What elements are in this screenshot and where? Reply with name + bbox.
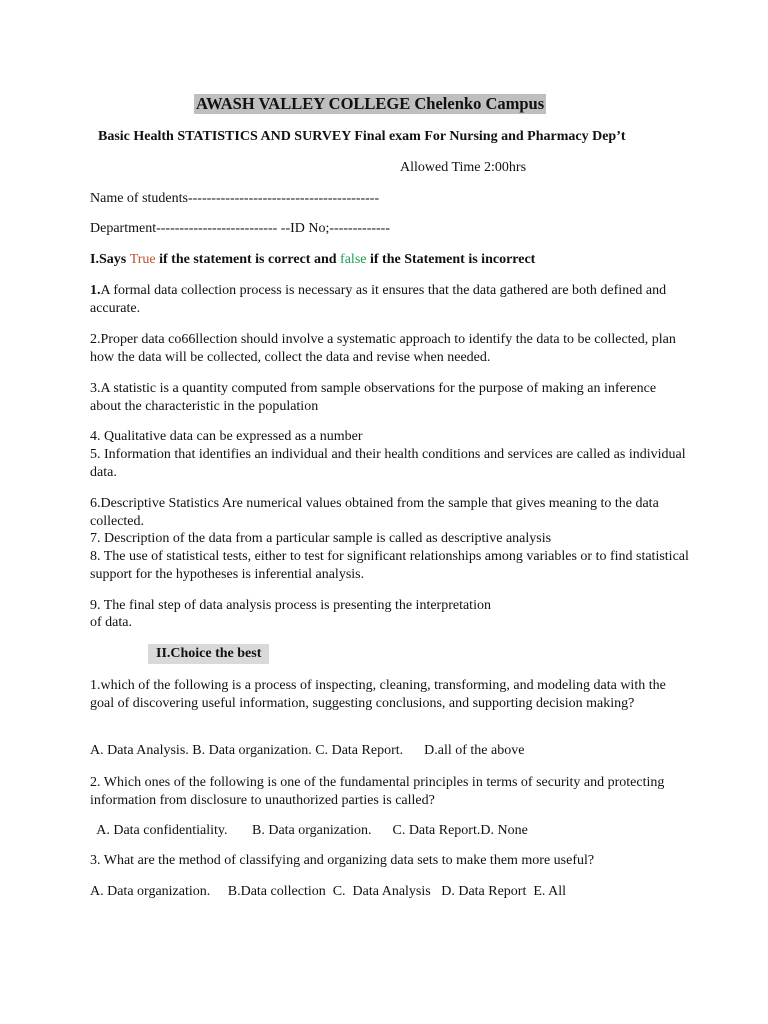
exam-subtitle: Basic Health STATISTICS AND SURVEY Final exam For Nursing and Pharmacy Dep’t <box>98 129 626 144</box>
question-1-9-line-2: of data. <box>90 615 132 630</box>
question-2-2: 2. Which ones of the following is one of the fundamental principles in terms of security and protecting information from disclosure to unauthorized parties is called? <box>90 775 665 808</box>
section-1-prefix: I.Says <box>90 252 130 267</box>
student-name-field: Name of students----------------------------------------- <box>90 191 380 206</box>
question-1-1 <box>90 282 690 317</box>
section-1-suffix: if the Statement is incorrect <box>366 252 536 267</box>
section-1-heading <box>90 251 535 268</box>
question-1-2: 2.Proper data co66llection should involve a systematic approach to identify the data to be collected, plan how the data will be collected, collect the data and revise when needed. <box>90 332 676 365</box>
section-2-heading: II.Choice the best <box>148 644 269 664</box>
question-1-7: 7. Description of the data from a particular sample is called as descriptive analysis <box>90 531 552 546</box>
question-2-3: 3. What are the method of classifying and organizing data sets to make them more useful? <box>90 853 595 868</box>
question-1-4: 4. Qualitative data can be expressed as a number <box>90 429 363 444</box>
question-1-8: 8. The use of statistical tests, either to test for significant relationships among variables or to find statistical support for the hypotheses is inferential analysis. <box>90 549 689 582</box>
question-1-1-number: 1. <box>90 283 101 298</box>
true-word: True <box>129 252 156 267</box>
question-1-1-text: A formal data collection process is necessary as it ensures that the data gathered are both defined and accurate. <box>90 283 667 316</box>
section-1-middle: if the statement is correct and <box>155 252 341 267</box>
department-id-field: Department-------------------------- --ID No;------------- <box>90 221 391 236</box>
allowed-time: Allowed Time 2:00hrs <box>400 160 527 175</box>
question-1-9-line-1: 9. The final step of data analysis process is presenting the interpretation <box>90 598 491 613</box>
question-2-1: 1.which of the following is a process of inspecting, cleaning, transforming, and modeling data with the goal of discovering useful information, suggesting conclusions, and supporting decision making? <box>90 678 666 711</box>
question-2-1-options: A. Data Analysis. B. Data organization. C. Data Report. D.all of the above <box>90 743 525 758</box>
question-1-3: 3.A statistic is a quantity computed from sample observations for the purpose of making an inference about the characteristic in the population <box>90 381 657 414</box>
question-2-2-options: A. Data confidentiality. B. Data organization. C. Data Report.D. None <box>90 823 528 838</box>
college-title: AWASH VALLEY COLLEGE Chelenko Campus <box>196 94 545 113</box>
question-1-6: 6.Descriptive Statistics Are numerical values obtained from the sample that gives meaning to the data collected. <box>90 496 659 529</box>
question-2-3-options: A. Data organization. B.Data collection C. Data Analysis D. Data Report E. All <box>90 884 567 899</box>
question-1-5: 5. Information that identifies an individual and their health conditions and services are called as individual data. <box>90 447 686 480</box>
false-word: false <box>340 252 367 267</box>
